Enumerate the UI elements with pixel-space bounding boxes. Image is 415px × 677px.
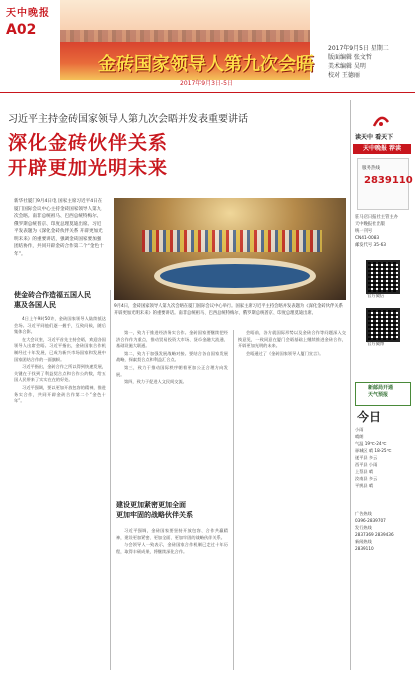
contact-line: 发行热线 <box>355 525 372 530</box>
subhead-line: 建设更加紧密更加全面 <box>116 501 186 509</box>
masthead <box>0 0 415 86</box>
paragraph: 第二，致力于加强发展战略对接。要结合各自国家发展战略，探索契合点和利益汇合点。 <box>116 350 228 363</box>
weather-line: 西平县 小雨 <box>355 462 378 467</box>
contact-line: 0396-2839707 <box>355 518 386 523</box>
headline-line-1: 深化金砖伙伴关系 <box>8 132 169 154</box>
paragraph: 习近平强调，要以更加开放包容的精神，推进务实合作，共同开辟金砖合作第二个“金色十年”。 <box>14 384 106 404</box>
intro-paragraph <box>14 198 104 258</box>
subhead-line: 使金砖合作造福五国人民 <box>14 291 91 299</box>
headline-kicker: 习近平主持金砖国家领导人第九次会晤并发表重要讲话 <box>8 114 248 125</box>
weather-line: 气温 19℃-24℃ <box>355 441 387 446</box>
weather-line: 晴朗 <box>355 434 364 439</box>
contact-line: 广告热线 <box>355 511 372 516</box>
intro-text: 新华社厦门9月4日电 国家主席习近平4日在厦门国际会议中心主持金砖国家领导人第九次会晤。南非总统祖马、巴西总统特梅尔、俄罗斯总统普京、印度总理莫迪出席。习近平发表题为《深化金砖伙伴关系 开辟更加光明未来》的重要讲话，强调金砖国家要加强团结协作，共同开辟金砖合作第二个“金色十年”。 <box>14 199 104 257</box>
subhead-left <box>14 290 106 310</box>
photo-caption: 9月4日，金砖国家领导人第九次会晤在厦门国际会议中心举行。国家主席习近平主持会晤并发表题为《深化金砖伙伴关系 开辟更加光明未来》的重要讲话。南非总统祖马、巴西总统特梅尔、俄罗斯总统普京、印度总理莫迪出席。 <box>114 304 343 316</box>
qr-label: 官方微博 <box>367 342 385 347</box>
headline-line-2: 开辟更加光明未来 <box>8 157 169 179</box>
weather-banner <box>355 382 411 406</box>
subhead-line: 更加牢固的战略伙伴关系 <box>116 511 193 519</box>
weather-line: 平舆县 晴 <box>355 483 374 488</box>
info-line: CN41-0083 <box>355 236 380 241</box>
sidebar-divider <box>350 100 351 670</box>
weather-line: 驿城区 晴 18-25℃ <box>355 448 392 453</box>
hotline-number: 2839110 <box>364 175 413 186</box>
contact-line: 新闻热线 <box>355 539 372 544</box>
sidebar-red-bar: 天中晚报 荐读 <box>353 144 411 154</box>
contact-line: 2837369 2839436 <box>355 532 394 537</box>
wechat-qr-code <box>366 260 400 294</box>
column-divider <box>110 290 111 670</box>
info-line: 天中晚报社出版 <box>355 222 386 227</box>
weather-banner-line: 新邮局开通 <box>368 385 394 391</box>
paragraph: 会晤前，各方就国际形势以及金砖合作等问题深入交换意见，一致同意在厦门会晤基础上继续推进金砖合作，开辟更加光明的未来。 <box>238 330 346 349</box>
newspaper-logo: 天中晚报 <box>6 8 50 19</box>
paragraph: 第一，致力于推进经济务实合作。金砖国家要继续把经济合作作为重点，推动贸易投资大市场、货币金融大流通、基础设施大联通。 <box>116 330 228 349</box>
weather-list <box>355 426 391 489</box>
date-line: 美术编辑 吴明 <box>328 63 366 70</box>
date-line: 版面编辑 张文哲 <box>328 54 372 61</box>
weibo-qr-code <box>366 308 400 342</box>
weather-day: 今日 <box>357 410 382 424</box>
article-column-right <box>238 330 346 358</box>
hotline-caption: 服务热线 <box>362 166 380 171</box>
sidebar <box>353 110 411 670</box>
article-column-left <box>14 316 106 406</box>
paragraph: 4日上午9时50许，金砖国家领导人陆续抵达会场。习近平同他们逐一握手，互致问候，随后集体合影。 <box>14 316 106 335</box>
qr-label: 官方微信 <box>367 294 385 299</box>
paragraph: 第四，致力于促进人文民间交流。 <box>124 379 187 385</box>
subhead-mid <box>116 500 228 520</box>
weather-line: 汝南县 多云 <box>355 476 378 481</box>
summit-photo <box>114 198 346 300</box>
weather-banner-line: 天气预报 <box>368 392 389 398</box>
date-line: 2017年9月5日 星期二 <box>328 45 389 52</box>
divider <box>0 92 415 93</box>
banner-subtitle: 2017年9月3日-5日 <box>180 80 233 87</box>
hotline-box <box>357 158 413 210</box>
weather-line: 小雨 <box>355 427 364 432</box>
sidebar-title: 读天中 看天下 <box>355 134 394 141</box>
flags-row <box>142 230 322 252</box>
paragraph: 习近平强调，金砖国家要坚持开放包容、合作共赢精神，建设更加紧密、更加全面、更加牢固的战略伙伴关系。 <box>116 528 228 540</box>
date-line: 校对 王德丽 <box>328 72 360 79</box>
newspaper-emblem-icon <box>371 114 391 130</box>
article-column-mid-2 <box>116 528 228 556</box>
weather-line: 上蔡县 晴 <box>355 469 374 474</box>
weather-banner-text <box>368 385 393 399</box>
publisher-info <box>355 214 398 249</box>
info-line: 统一刊号 <box>355 229 373 234</box>
contact-list <box>355 510 394 552</box>
weather-line: 遂平县 多云 <box>355 455 378 460</box>
column-divider <box>233 330 234 670</box>
paragraph: 习近平指出，金砖合作之所以得到快速发展，关键在于找到了利益契合点和合作公约数，给五国人民带来了实实在在的好处。 <box>14 364 106 383</box>
paragraph: 第三，致力于推动国际秩序朝着更加公正合理方向发展。 <box>116 364 228 377</box>
masthead-date-block <box>328 44 389 80</box>
contact-line: 2839110 <box>355 546 374 551</box>
subhead-line: 惠及各国人民 <box>14 301 56 309</box>
paragraph: 在大会议室，习近平首先主持会晤，欢迎各国领导人出席会晤。习近平指出，金砖国家合作机制经过十年发展，已成为新兴市场国家和发展中国家团结合作的一面旗帜。 <box>14 336 106 362</box>
info-line: 驻马店日报社主管主办 <box>355 215 398 220</box>
page-number: A02 <box>6 22 37 38</box>
conference-table <box>154 258 316 294</box>
paragraph: 会晤通过了《金砖国家领导人厦门宣言》。 <box>246 350 324 356</box>
article-column-mid <box>116 330 228 387</box>
info-line: 邮发代号 35-63 <box>355 243 387 248</box>
paragraph: 与会领导人一致表示，金砖国家合作机制已走过十年历程，取得丰硕成果，将继续深化合作。 <box>116 542 228 554</box>
banner-title: 金砖国家领导人第九次会晤 <box>98 54 314 75</box>
